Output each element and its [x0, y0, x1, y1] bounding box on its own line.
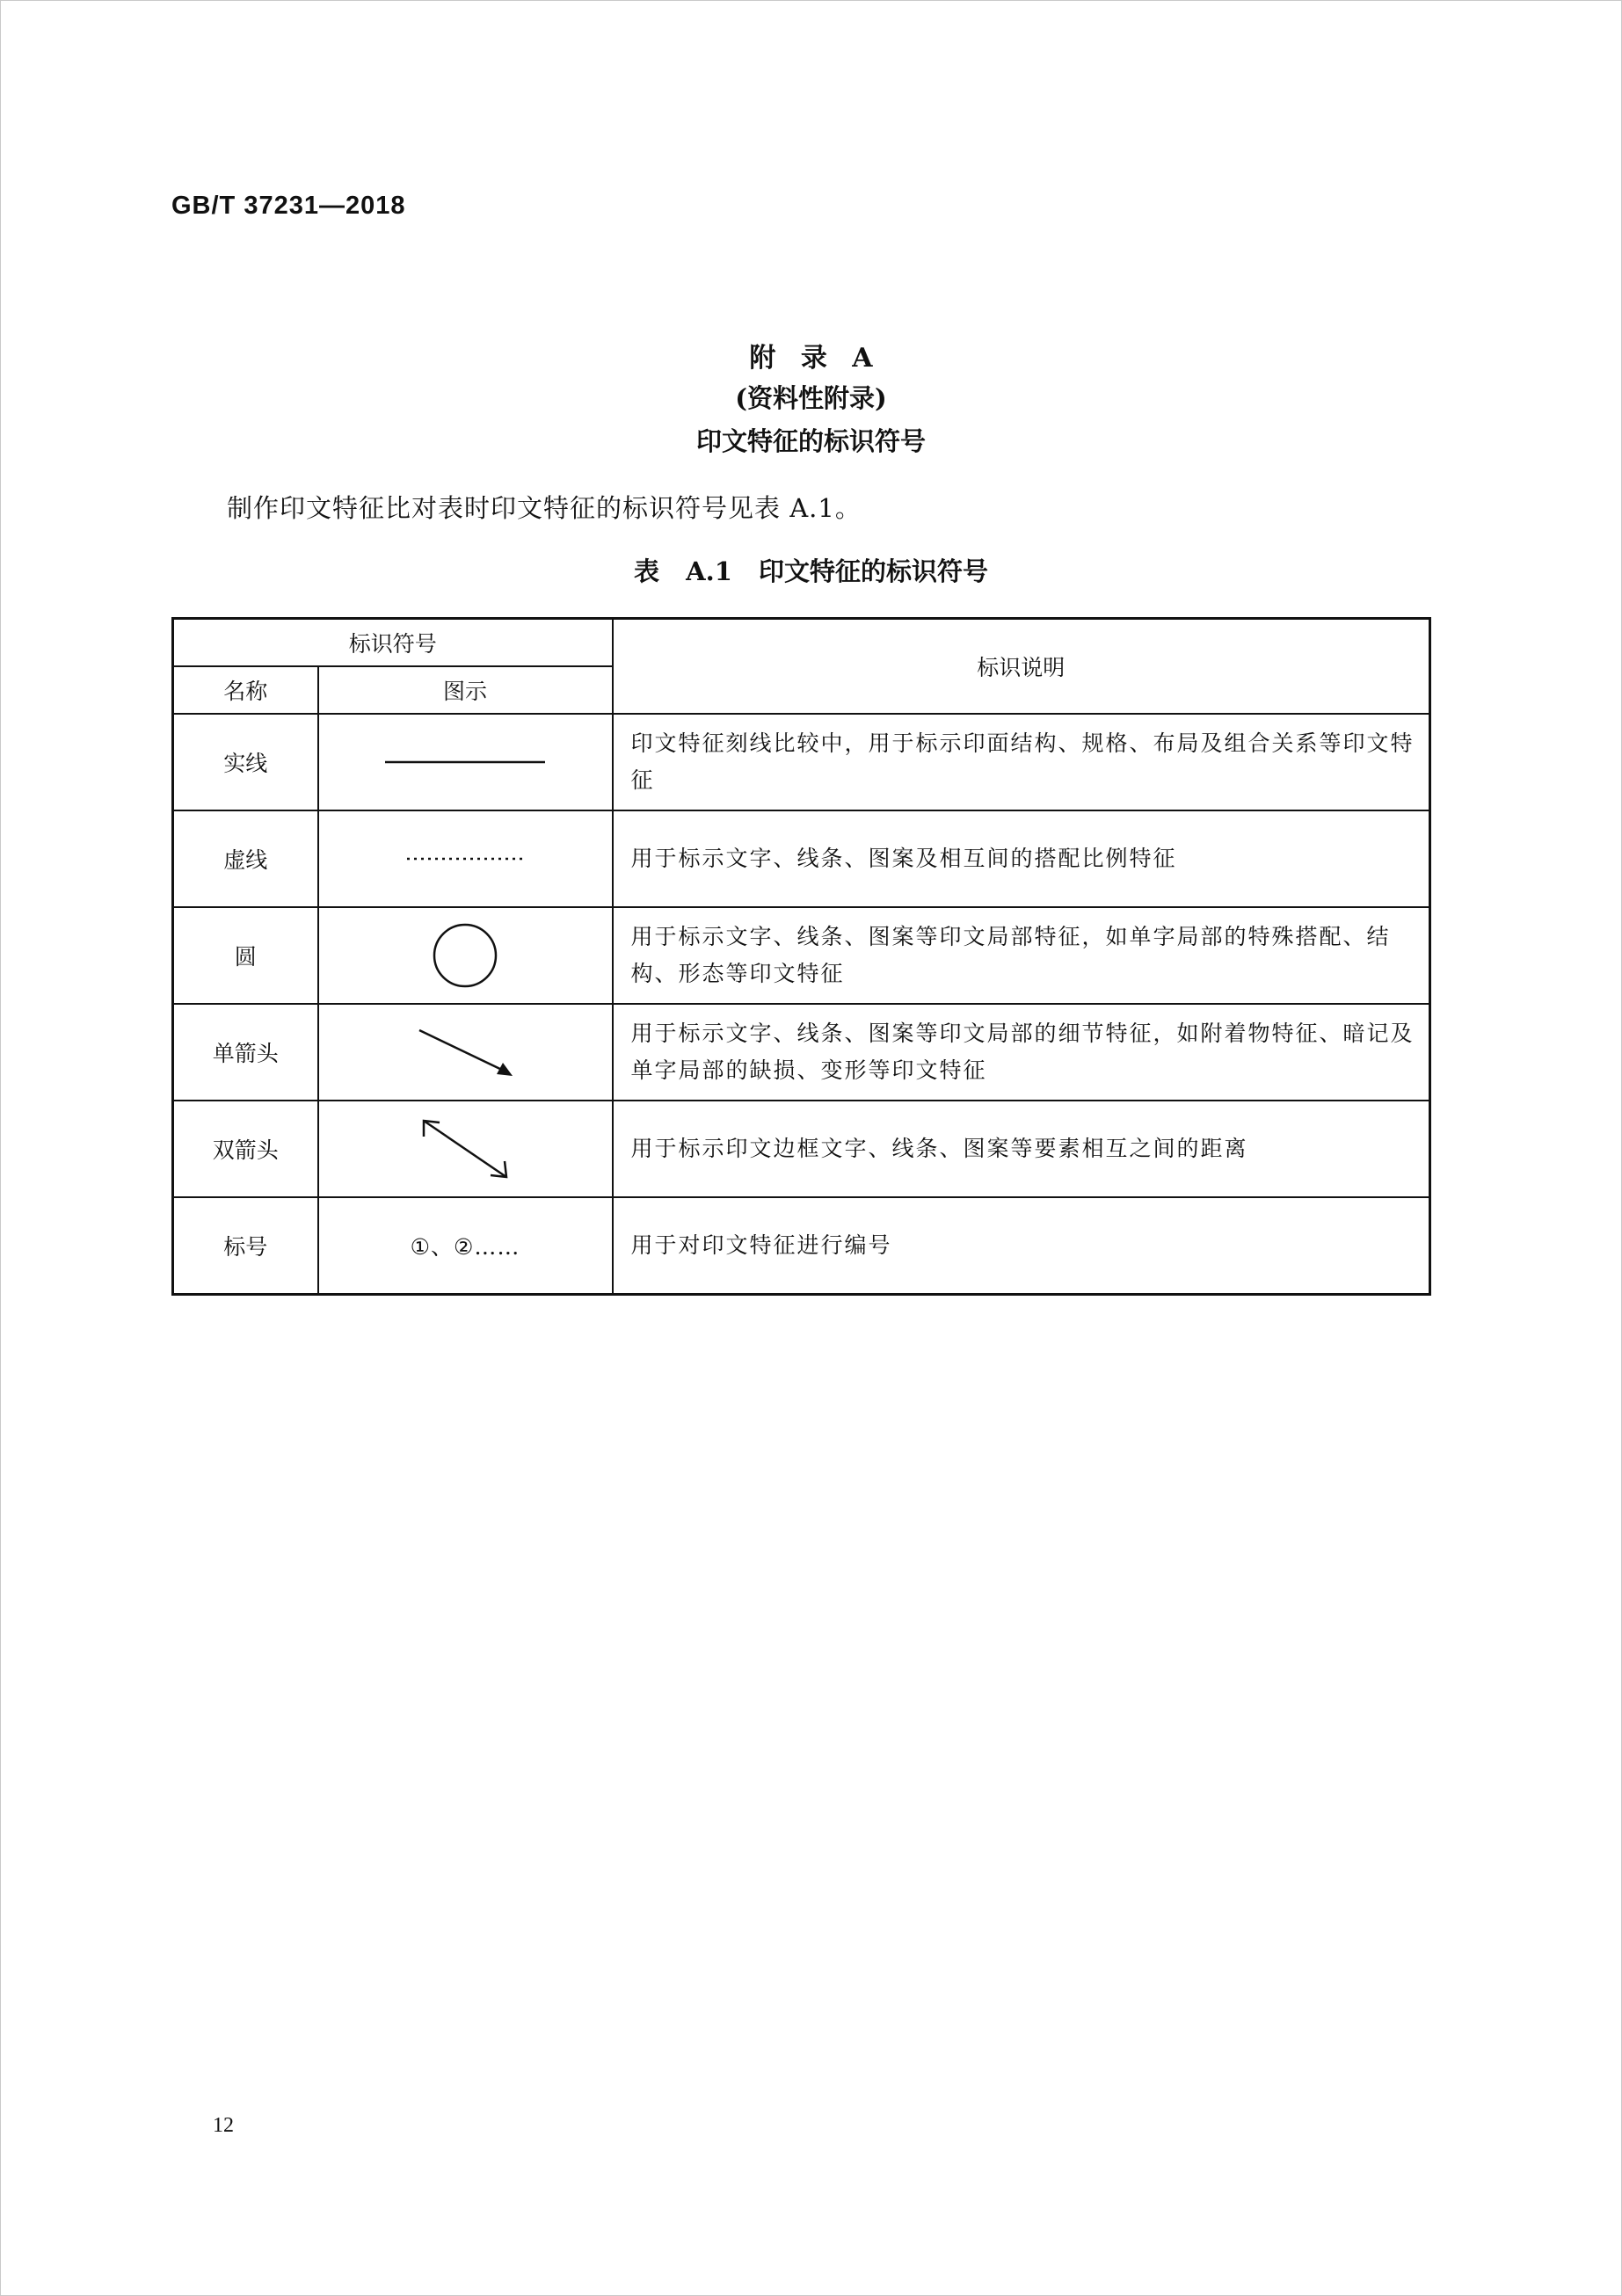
numbering-marker: ①、②…… — [410, 1233, 520, 1260]
row-description: 印文特征刻线比较中，用于标示印面结构、规格、布局及组合关系等印文特征 — [613, 714, 1430, 810]
row-name: 实线 — [173, 714, 318, 810]
double-arrow-icon — [417, 1114, 513, 1184]
row-description: 用于标示印文边框文字、线条、图案等要素相互之间的距离 — [613, 1101, 1430, 1197]
circle-icon — [430, 920, 500, 991]
annex-name: 印文特征的标识符号 — [695, 426, 926, 456]
figure-cell — [318, 1004, 613, 1101]
row-name: 圆 — [173, 907, 318, 1004]
row-description: 用于标示文字、线条、图案及相互间的搭配比例特征 — [613, 810, 1430, 907]
annex-title: 附 录 A — [749, 343, 873, 374]
table-row — [173, 810, 1430, 907]
solid-line-icon — [382, 753, 549, 771]
table-row — [173, 1004, 1430, 1101]
single-arrow-icon — [412, 1021, 518, 1083]
dotted-line-icon — [404, 850, 527, 868]
table-row — [173, 1101, 1430, 1197]
row-name: 单箭头 — [173, 1004, 318, 1101]
figure-cell — [318, 714, 613, 810]
symbols-table — [171, 617, 1431, 1296]
desc-header: 标识说明 — [613, 619, 1430, 715]
group-header: 标识符号 — [173, 619, 613, 667]
table-row — [173, 907, 1430, 1004]
name-header: 名称 — [173, 666, 318, 714]
table-caption: 表 A.1 印文特征的标识符号 — [634, 556, 988, 586]
figure-cell — [318, 810, 613, 907]
table-row — [173, 1197, 1430, 1294]
table-row — [173, 714, 1430, 810]
row-name: 标号 — [173, 1197, 318, 1294]
row-description: 用于标示文字、线条、图案等印文局部的细节特征，如附着物特征、暗记及单字局部的缺损、变形等印文特征 — [613, 1004, 1430, 1101]
intro-paragraph: 制作印文特征比对表时印文特征的标识符号见表 A.1。 — [227, 493, 862, 523]
figure-cell — [318, 1197, 613, 1294]
row-name: 虚线 — [173, 810, 318, 907]
row-description: 用于对印文特征进行编号 — [613, 1197, 1430, 1294]
figure-cell — [318, 907, 613, 1004]
figure-cell — [318, 1101, 613, 1197]
page-number: 12 — [213, 2114, 234, 2137]
figure-header: 图示 — [318, 666, 613, 714]
standard-code: GB/T 37231—2018 — [171, 192, 406, 220]
row-description: 用于标示文字、线条、图案等印文局部特征，如单字局部的特殊搭配、结构、形态等印文特征 — [613, 907, 1430, 1004]
annex-kind: (资料性附录) — [735, 383, 887, 413]
row-name: 双箭头 — [173, 1101, 318, 1197]
